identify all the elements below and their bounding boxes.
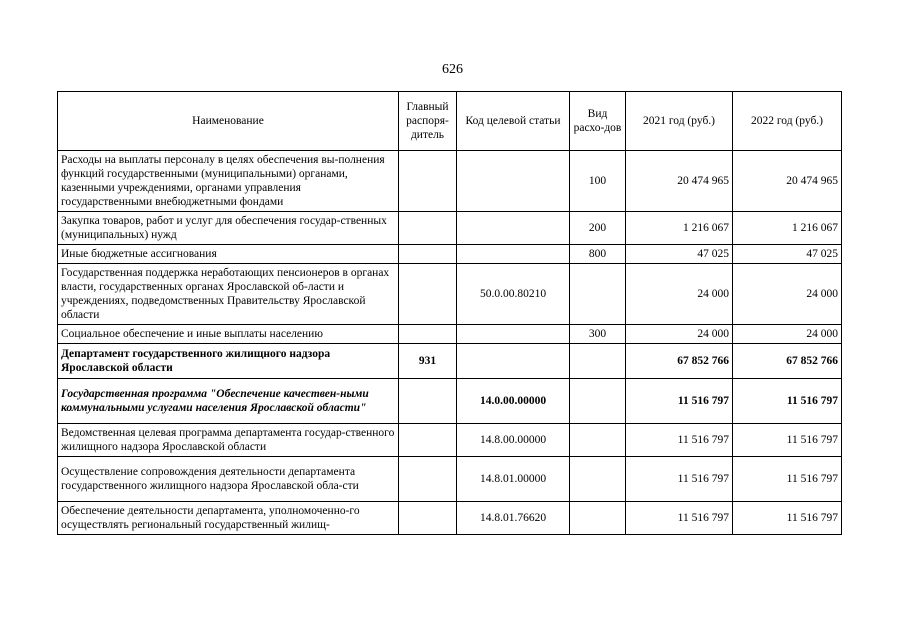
cell-name: Иные бюджетные ассигнования: [58, 245, 399, 264]
cell-type: [570, 379, 626, 424]
cell-manager: [399, 264, 457, 325]
cell-2022: 11 516 797: [733, 457, 842, 502]
budget-table: [57, 91, 842, 535]
cell-2022: 24 000: [733, 264, 842, 325]
cell-code: 14.0.00.00000: [457, 379, 570, 424]
cell-2021: 11 516 797: [626, 502, 733, 535]
header-2022: 2022 год (руб.): [733, 92, 842, 151]
table-row: [58, 379, 842, 424]
cell-2021: 24 000: [626, 264, 733, 325]
cell-type: 200: [570, 212, 626, 245]
table-row: [58, 457, 842, 502]
header-name: Наименование: [58, 92, 399, 151]
cell-2022: 11 516 797: [733, 424, 842, 457]
cell-type: 800: [570, 245, 626, 264]
cell-code: [457, 245, 570, 264]
cell-2022: 24 000: [733, 325, 842, 344]
cell-type: 300: [570, 325, 626, 344]
cell-manager: [399, 245, 457, 264]
table-row: [58, 344, 842, 379]
cell-manager: [399, 151, 457, 212]
cell-code: [457, 344, 570, 379]
table-row: [58, 502, 842, 535]
header-2021: 2021 год (руб.): [626, 92, 733, 151]
cell-code: 14.8.01.00000: [457, 457, 570, 502]
cell-2022: 47 025: [733, 245, 842, 264]
cell-2021: 11 516 797: [626, 379, 733, 424]
cell-name: Закупка товаров, работ и услуг для обеспечения государ-ственных (муниципальных) нужд: [58, 212, 399, 245]
header-manager: Главный распоря-дитель: [399, 92, 457, 151]
cell-manager: [399, 325, 457, 344]
cell-type: 100: [570, 151, 626, 212]
cell-2022: 20 474 965: [733, 151, 842, 212]
cell-code: [457, 151, 570, 212]
cell-2022: 11 516 797: [733, 379, 842, 424]
cell-2021: 47 025: [626, 245, 733, 264]
cell-2021: 11 516 797: [626, 457, 733, 502]
cell-manager: 931: [399, 344, 457, 379]
header-code: Код целевой статьи: [457, 92, 570, 151]
cell-code: 14.8.00.00000: [457, 424, 570, 457]
table-header-row: [58, 92, 842, 151]
header-type: Вид расхо-дов: [570, 92, 626, 151]
cell-name: Государственная поддержка неработающих пенсионеров в органах власти, государственных органах Ярославской об-ласти и учреждениях, подведомственных Правительству Ярославской области: [58, 264, 399, 325]
cell-name: Государственная программа "Обеспечение качествен-ными коммунальными услугами населения Ярославской области": [58, 379, 399, 424]
table-row: [58, 424, 842, 457]
cell-manager: [399, 379, 457, 424]
cell-type: [570, 457, 626, 502]
cell-2022: 11 516 797: [733, 502, 842, 535]
cell-manager: [399, 424, 457, 457]
cell-2021: 24 000: [626, 325, 733, 344]
cell-type: [570, 344, 626, 379]
cell-2022: 1 216 067: [733, 212, 842, 245]
cell-name: Расходы на выплаты персоналу в целях обеспечения вы-полнения функций государственными (муниципальными) органами, казенными учреждениями, органами управления государственными внебюджетными фондами: [58, 151, 399, 212]
page-number: 626: [442, 62, 463, 77]
cell-manager: [399, 457, 457, 502]
cell-manager: [399, 212, 457, 245]
cell-code: 50.0.00.80210: [457, 264, 570, 325]
cell-code: [457, 325, 570, 344]
cell-type: [570, 264, 626, 325]
cell-name: Осуществление сопровождения деятельности департамента государственного жилищного надзора Ярославской обла-сти: [58, 457, 399, 502]
cell-name: Социальное обеспечение и иные выплаты населению: [58, 325, 399, 344]
table-row: [58, 264, 842, 325]
cell-2021: 11 516 797: [626, 424, 733, 457]
cell-type: [570, 424, 626, 457]
table-row: [58, 245, 842, 264]
cell-code: [457, 212, 570, 245]
cell-name: Ведомственная целевая программа департамента государ-ственного жилищного надзора Ярославской области: [58, 424, 399, 457]
table-row: [58, 325, 842, 344]
cell-2022: 67 852 766: [733, 344, 842, 379]
cell-2021: 20 474 965: [626, 151, 733, 212]
cell-name: Обеспечение деятельности департамента, уполномоченно-го осуществлять региональный государственный жилищ-: [58, 502, 399, 535]
cell-name: Департамент государственного жилищного надзора Ярославской области: [58, 344, 399, 379]
cell-2021: 67 852 766: [626, 344, 733, 379]
cell-2021: 1 216 067: [626, 212, 733, 245]
table-row: [58, 212, 842, 245]
cell-type: [570, 502, 626, 535]
table-row: [58, 151, 842, 212]
cell-manager: [399, 502, 457, 535]
cell-code: 14.8.01.76620: [457, 502, 570, 535]
